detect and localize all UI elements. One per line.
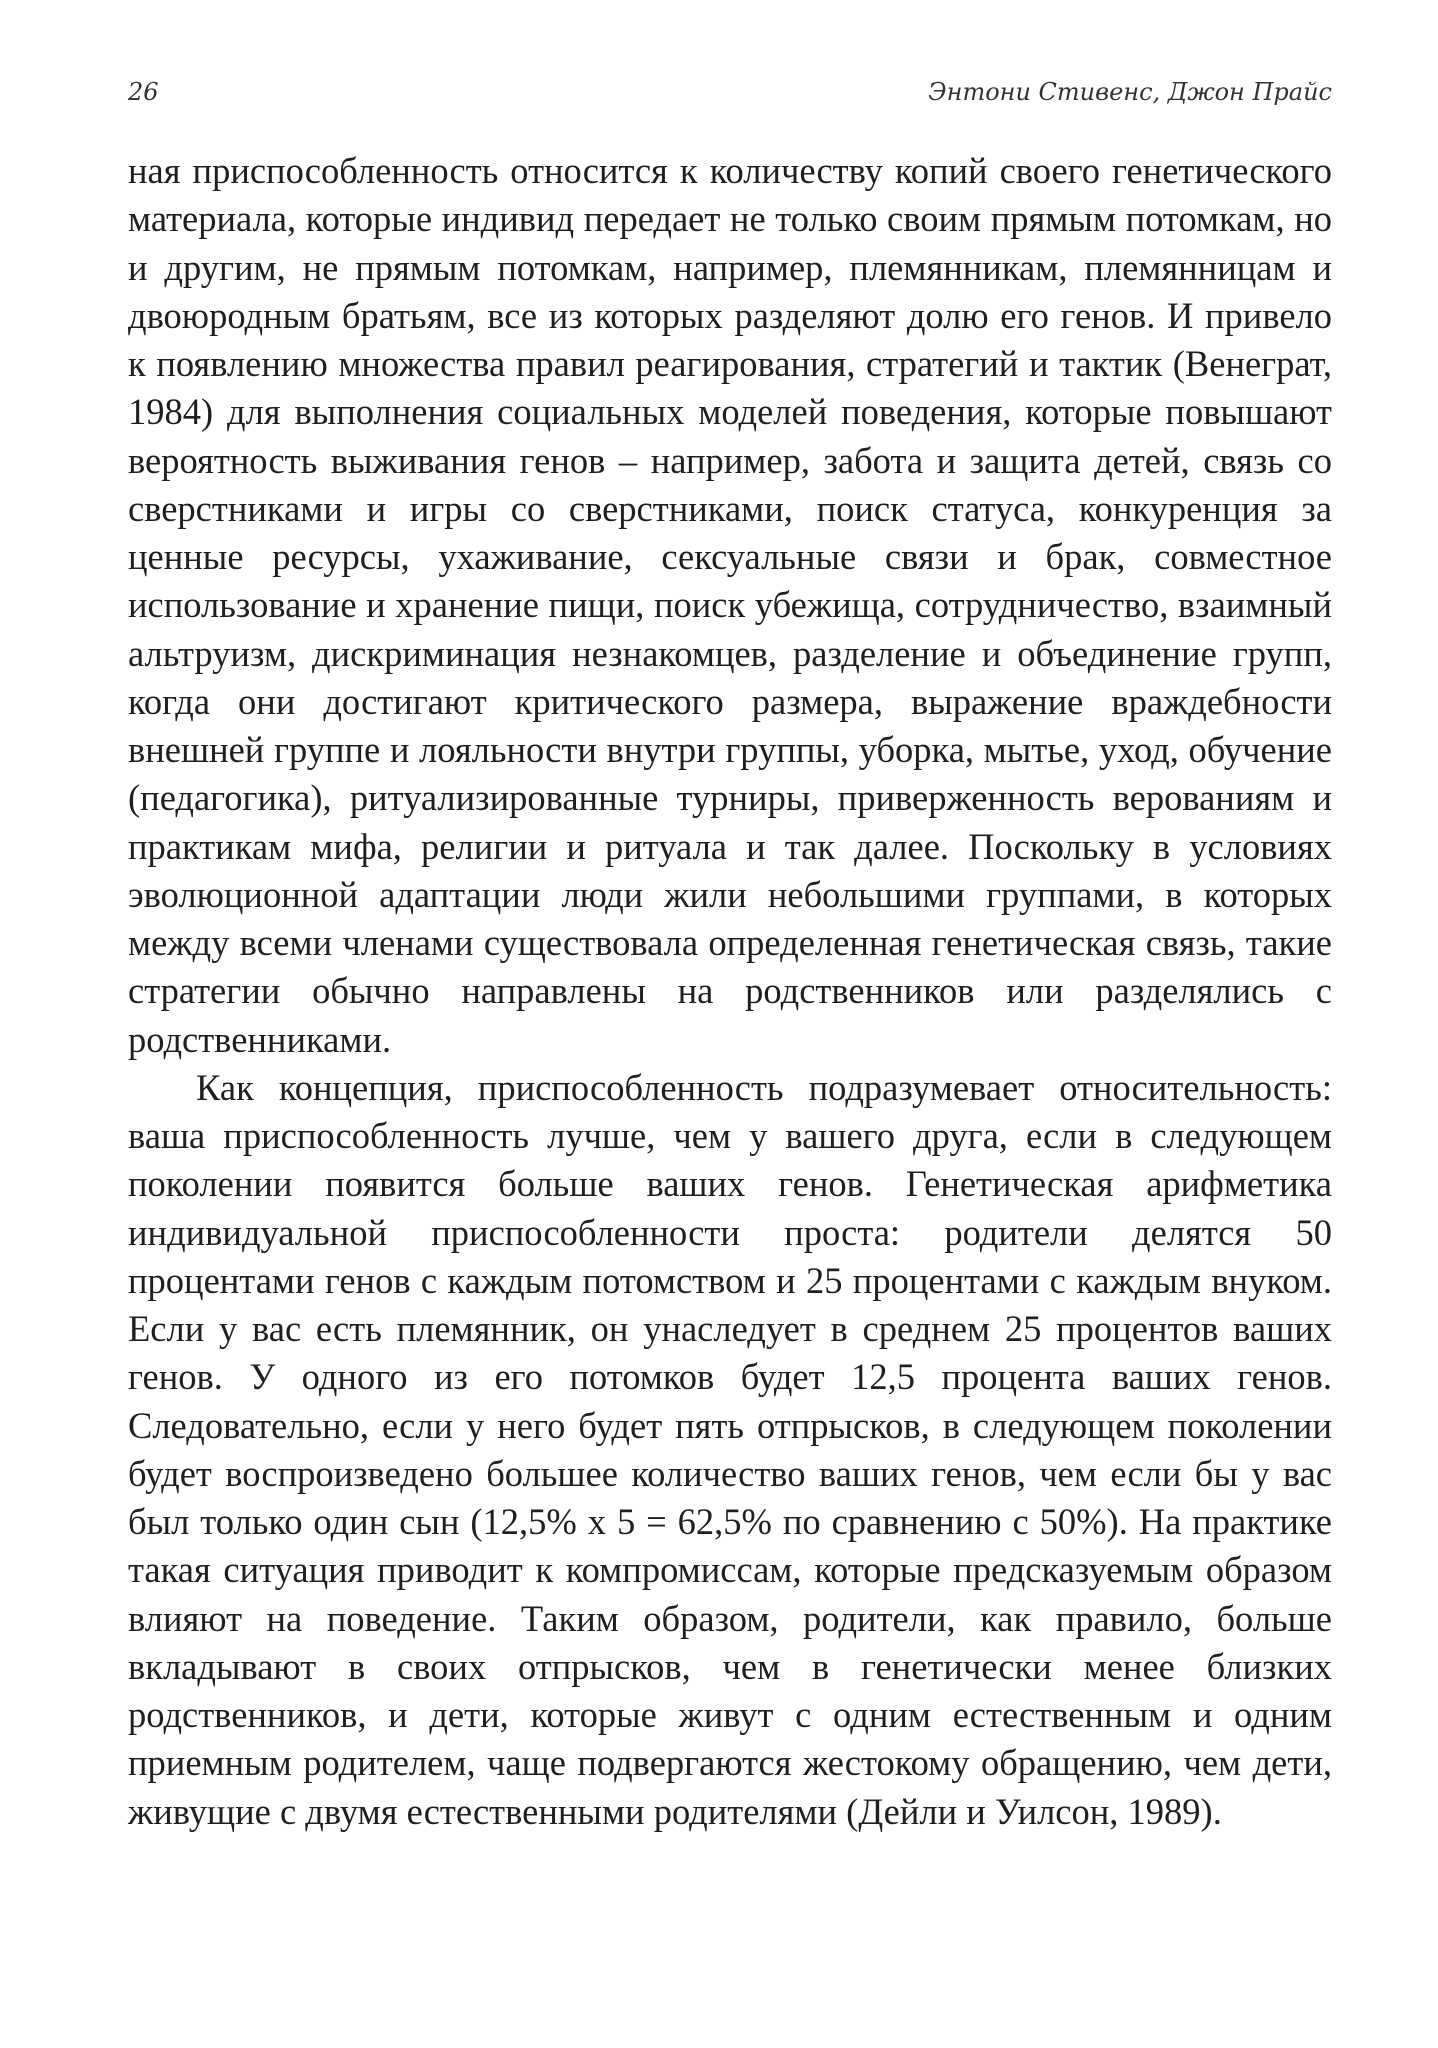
page-number: 26 <box>128 78 159 106</box>
running-head <box>128 78 1332 118</box>
running-head-authors: Энтони Стивенс, Джон Прайс <box>928 78 1332 106</box>
paragraph-continued: ная приспособленность относится к количеству копий своего генетического материала, которые индивид передает не только своим прямым потомкам, но и другим, не прямым потомкам, например, племянникам, племянницам и двоюродным братьям, все из которых разделяют долю его генов. И привело к появлению множества правил реагирования, стратегий и тактик (Венеграт, 1984) для выполнения социальных моделей поведения, которые повышают вероятность выживания генов – например, забота и защита детей, связь со сверстниками и игры со сверстниками, поиск статуса, конкуренция за ценные ресурсы, ухаживание, сексуальные связи и брак, совместное использование и хранение пищи, поиск убежища, сотрудничество, взаимный альтруизм, дискриминация незнакомцев, разделение и объединение групп, когда они достигают критического размера, выражение враждебности внешней группе и лояльности внутри группы, уборка, мытье, уход, обучение (педагогика), ритуализированные турниры, приверженность верованиям и практикам мифа, религии и ритуала и так далее. Поскольку в условиях эволюционной адаптации люди жили небольшими группами, в которых между всеми членами существовала определенная генетическая связь, такие стратегии обычно направлены на родственников или разделялись с родственниками. <box>128 150 1332 1060</box>
paragraph: Как концепция, приспособленность подразумевает относительность: ваша приспособленность лучше, чем у вашего друга, если в следующем поколении появится больше ваших генов. Генетическая арифметика индивидуальной приспособленности проста: родители делятся 50 процентами генов с каждым потомством и 25 процентами с каждым внуком. Если у вас есть племянник, он унаследует в среднем 25 процентов ваших генов. У одного из его потомков будет 12,5 процента ваших генов. Следовательно, если у него будет пять отпрысков, в следующем поколении будет воспроизведено большее количество ваших генов, чем если бы у вас был только один сын (12,5% x 5 = 62,5% по сравнению с 50%). На практике такая ситуация приводит к компромиссам, которые предсказуемым образом влияют на поведение. Таким образом, родители, как правило, больше вкладывают в своих отпрысков, чем в генетически менее близких родственников, и дети, которые живут с одним естественным и одним приемным родителем, чаще подвергаются жестокому обращению, чем дети, живущие с двумя естественными родителями (Дейли и Уилсон, 1989). <box>128 1066 1332 1832</box>
body-text <box>128 147 1332 1836</box>
